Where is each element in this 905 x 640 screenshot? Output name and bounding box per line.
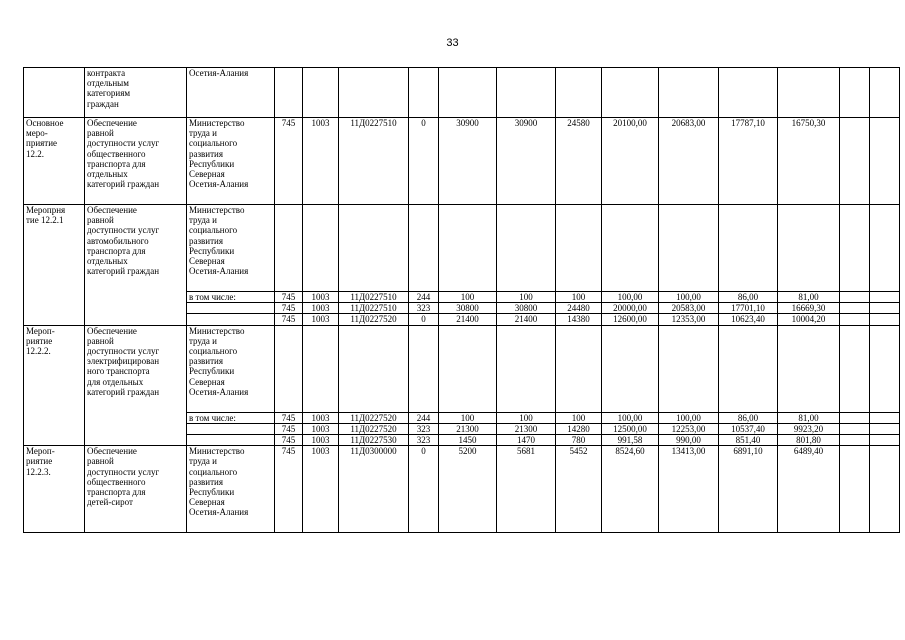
subrow-label-cell — [187, 314, 275, 325]
measure-description-cell: Обеспечение равной доступности услуг общественного транспорта для детей-сирот — [85, 446, 187, 533]
value-cell — [840, 118, 870, 205]
value-cell: 81,00 — [778, 292, 840, 303]
value-cell: 1003 — [303, 423, 339, 434]
value-cell: 0 — [409, 118, 439, 205]
value-cell: 86,00 — [719, 412, 778, 423]
value-cell: 10623,40 — [719, 314, 778, 325]
value-cell: 6489,40 — [778, 446, 840, 533]
value-cell — [497, 68, 556, 118]
value-cell: 11Д0227510 — [339, 292, 409, 303]
value-cell — [602, 205, 659, 292]
value-cell: 11Д0300000 — [339, 446, 409, 533]
value-cell: 5452 — [556, 446, 602, 533]
measure-description-cell: Обеспечение равной доступности услуг автомобильного транспорта для отдельных категорий граждан — [85, 205, 187, 326]
value-cell: 100,00 — [659, 292, 719, 303]
value-cell: 21300 — [497, 423, 556, 434]
value-cell: 86,00 — [719, 292, 778, 303]
value-cell — [275, 205, 303, 292]
value-cell — [303, 325, 339, 412]
value-cell: 244 — [409, 292, 439, 303]
executor-cell: Министерство труда и социального развития Республики Северная Осетия-Алания — [187, 446, 275, 533]
measure-description-cell: Обеспечение равной доступности услуг электрифицирован ного транспорта для отдельных категорий граждан — [85, 325, 187, 446]
value-cell — [840, 435, 870, 446]
value-cell — [659, 205, 719, 292]
value-cell — [840, 68, 870, 118]
value-cell: 16750,30 — [778, 118, 840, 205]
value-cell — [840, 292, 870, 303]
value-cell: 100 — [439, 292, 497, 303]
value-cell — [659, 325, 719, 412]
measure-description-cell: Обеспечение равной доступности услуг общественного транспорта для отдельных категорий граждан — [85, 118, 187, 205]
value-cell: 10537,40 — [719, 423, 778, 434]
value-cell: 1003 — [303, 314, 339, 325]
value-cell — [870, 423, 900, 434]
value-cell — [840, 303, 870, 314]
value-cell: 20100,00 — [602, 118, 659, 205]
value-cell — [870, 205, 900, 292]
value-cell: 990,00 — [659, 435, 719, 446]
value-cell: 5200 — [439, 446, 497, 533]
value-cell: 1003 — [303, 303, 339, 314]
value-cell — [870, 314, 900, 325]
value-cell: 6891,10 — [719, 446, 778, 533]
value-cell: 5681 — [497, 446, 556, 533]
value-cell: 745 — [275, 412, 303, 423]
value-cell — [556, 325, 602, 412]
value-cell: 11Д0227520 — [339, 314, 409, 325]
value-cell: 11Д0227510 — [339, 118, 409, 205]
value-cell: 24480 — [556, 303, 602, 314]
value-cell: 10004,20 — [778, 314, 840, 325]
value-cell: 745 — [275, 435, 303, 446]
value-cell — [556, 205, 602, 292]
table-row — [24, 325, 900, 412]
value-cell — [840, 325, 870, 412]
measure-name-cell: Мероп- риятие 12.2.2. — [24, 325, 85, 446]
value-cell — [275, 325, 303, 412]
value-cell: 14280 — [556, 423, 602, 434]
value-cell: 323 — [409, 423, 439, 434]
measure-name-cell: Мероп- риятие 12.2.3. — [24, 446, 85, 533]
value-cell: 100 — [497, 292, 556, 303]
value-cell: 21400 — [439, 314, 497, 325]
value-cell — [719, 205, 778, 292]
value-cell: 11Д0227520 — [339, 423, 409, 434]
value-cell: 30800 — [439, 303, 497, 314]
value-cell — [719, 68, 778, 118]
value-cell: 30900 — [497, 118, 556, 205]
value-cell: 1003 — [303, 446, 339, 533]
value-cell — [602, 325, 659, 412]
value-cell — [659, 68, 719, 118]
subrow-label-cell — [187, 423, 275, 434]
value-cell: 100 — [497, 412, 556, 423]
value-cell: 11Д0227520 — [339, 412, 409, 423]
value-cell: 21400 — [497, 314, 556, 325]
subrow-label-cell — [187, 303, 275, 314]
value-cell: 1003 — [303, 292, 339, 303]
value-cell: 244 — [409, 412, 439, 423]
value-cell: 81,00 — [778, 412, 840, 423]
value-cell — [602, 68, 659, 118]
value-cell: 780 — [556, 435, 602, 446]
value-cell — [439, 68, 497, 118]
page-number: 33 — [446, 37, 459, 49]
value-cell: 12353,00 — [659, 314, 719, 325]
executor-cell: Министерство труда и социального развития Республики Северная Осетия-Алания — [187, 118, 275, 205]
subrow-label-cell: в том числе: — [187, 412, 275, 423]
value-cell — [497, 325, 556, 412]
value-cell: 20000,00 — [602, 303, 659, 314]
value-cell — [497, 205, 556, 292]
value-cell — [339, 68, 409, 118]
executor-cell: Министерство труда и социального развития Республики Северная Осетия-Алания — [187, 205, 275, 292]
value-cell — [870, 303, 900, 314]
value-cell: 991,58 — [602, 435, 659, 446]
value-cell — [409, 325, 439, 412]
value-cell: 30900 — [439, 118, 497, 205]
table-row — [24, 68, 900, 118]
value-cell: 13413,00 — [659, 446, 719, 533]
value-cell — [870, 435, 900, 446]
value-cell: 100 — [439, 412, 497, 423]
value-cell — [840, 446, 870, 533]
value-cell: 11Д0227510 — [339, 303, 409, 314]
value-cell: 100,00 — [659, 412, 719, 423]
value-cell: 11Д0227530 — [339, 435, 409, 446]
value-cell — [778, 325, 840, 412]
value-cell: 745 — [275, 303, 303, 314]
value-cell — [870, 446, 900, 533]
value-cell — [778, 68, 840, 118]
value-cell — [778, 205, 840, 292]
value-cell — [409, 205, 439, 292]
value-cell: 745 — [275, 292, 303, 303]
value-cell: 12600,00 — [602, 314, 659, 325]
value-cell: 17787,10 — [719, 118, 778, 205]
value-cell — [870, 325, 900, 412]
value-cell — [840, 423, 870, 434]
table-row — [24, 118, 900, 205]
value-cell: 745 — [275, 423, 303, 434]
value-cell: 100 — [556, 292, 602, 303]
value-cell: 0 — [409, 314, 439, 325]
measure-name-cell: Меропрня тие 12.2.1 — [24, 205, 85, 326]
value-cell — [870, 118, 900, 205]
budget-table-body — [24, 68, 900, 533]
value-cell — [870, 68, 900, 118]
value-cell: 745 — [275, 118, 303, 205]
value-cell: 323 — [409, 303, 439, 314]
value-cell: 100,00 — [602, 292, 659, 303]
value-cell: 851,40 — [719, 435, 778, 446]
value-cell: 21300 — [439, 423, 497, 434]
value-cell: 12500,00 — [602, 423, 659, 434]
value-cell: 1003 — [303, 435, 339, 446]
measure-name-cell — [24, 68, 85, 118]
value-cell — [840, 412, 870, 423]
executor-cell: Осетия-Алания — [187, 68, 275, 118]
measure-name-cell: Основное меро- приятие 12.2. — [24, 118, 85, 205]
value-cell — [870, 292, 900, 303]
value-cell: 14380 — [556, 314, 602, 325]
executor-cell: Министерство труда и социального развития Республики Северная Осетия-Алания — [187, 325, 275, 412]
value-cell — [303, 68, 339, 118]
value-cell — [409, 68, 439, 118]
value-cell — [439, 205, 497, 292]
value-cell — [556, 68, 602, 118]
value-cell — [870, 412, 900, 423]
subrow-label-cell — [187, 435, 275, 446]
value-cell — [719, 325, 778, 412]
table-row — [24, 205, 900, 292]
value-cell: 745 — [275, 446, 303, 533]
value-cell: 100,00 — [602, 412, 659, 423]
value-cell: 17701,10 — [719, 303, 778, 314]
value-cell: 9923,20 — [778, 423, 840, 434]
value-cell: 12253,00 — [659, 423, 719, 434]
value-cell — [339, 205, 409, 292]
value-cell: 801,80 — [778, 435, 840, 446]
value-cell: 24580 — [556, 118, 602, 205]
value-cell: 745 — [275, 314, 303, 325]
value-cell — [339, 325, 409, 412]
value-cell — [275, 68, 303, 118]
subrow-label-cell: в том числе: — [187, 292, 275, 303]
value-cell: 1470 — [497, 435, 556, 446]
value-cell: 1450 — [439, 435, 497, 446]
value-cell: 1003 — [303, 412, 339, 423]
value-cell — [840, 314, 870, 325]
value-cell: 8524,60 — [602, 446, 659, 533]
value-cell: 20683,00 — [659, 118, 719, 205]
value-cell — [840, 205, 870, 292]
value-cell: 1003 — [303, 118, 339, 205]
value-cell: 323 — [409, 435, 439, 446]
value-cell: 20583,00 — [659, 303, 719, 314]
table-row — [24, 446, 900, 533]
value-cell: 16669,30 — [778, 303, 840, 314]
measure-description-cell: контракта отдельным категориям граждан — [85, 68, 187, 118]
value-cell — [303, 205, 339, 292]
value-cell: 100 — [556, 412, 602, 423]
budget-table — [23, 67, 900, 533]
value-cell — [439, 325, 497, 412]
value-cell: 30800 — [497, 303, 556, 314]
value-cell: 0 — [409, 446, 439, 533]
